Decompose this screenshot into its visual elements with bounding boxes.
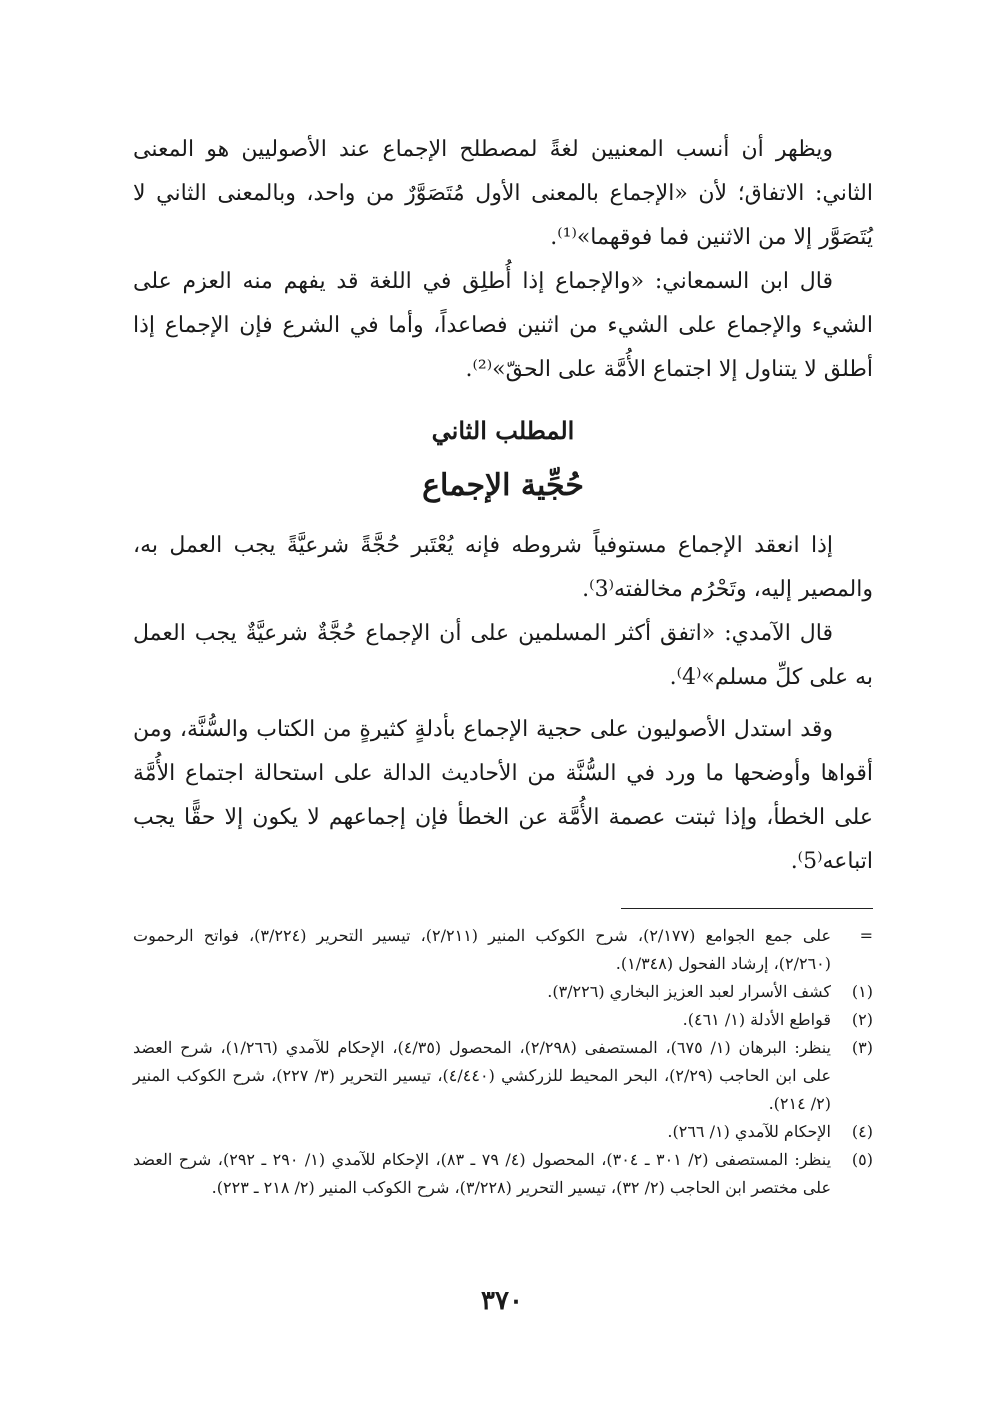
body-paragraph-5 xyxy=(133,708,873,884)
footnote-1 xyxy=(133,978,873,1006)
footnote-marker: (٢) xyxy=(851,1010,873,1029)
footnote-marker: = xyxy=(859,926,873,945)
footnote-text: ينظر: المستصفى (٢/ ٣٠١ ـ ٣٠٤)، المحصول (٤/ ٧٩ ـ ٨٣)، الإحكام للآمدي (١/ ٢٩٠ ـ ٢٩٢)، شرح العضد على مختصر ابن الحاجب (٢/ ٣٢)، تيسير التحرير (٣/٢٢٨)، شرح الكوكب المنير (٢/ ٢١٨ ـ ٢٢٣). xyxy=(133,1150,832,1197)
footnote-continuation xyxy=(133,922,873,978)
paragraph-text: ويظهر أن أنسب المعنيين لغةً لمصطلح الإجماع عند الأصوليين هو المعنى الثاني: الاتفاق؛ لأن «الإجماع بالمعنى الأول مُتَصَوَّرٌ من واحد، وبالمعنى الثاني لا يُتَصَوَّر إلا من الاثنين فما فوقهما»⁽¹⁾. xyxy=(133,137,873,250)
footnote-text: على جمع الجوامع (٢/١٧٧)، شرح الكوكب المنير (٢/٢١١)، تيسير التحرير (٣/٢٢٤)، فواتح الرحموت (٢/٢٦٠)، إرشاد الفحول (١/٣٤٨). xyxy=(133,926,832,973)
footnotes xyxy=(133,922,873,1202)
footnote-separator xyxy=(621,908,873,909)
footnote-text: الإحكام للآمدي (١/ ٢٦٦). xyxy=(667,1122,831,1141)
footnote-marker: (٣) xyxy=(851,1038,873,1057)
footnote-text: قواطع الأدلة (١/ ٤٦١). xyxy=(682,1010,831,1029)
section-title: حُجِّية الإجماع xyxy=(422,468,584,503)
footnote-2 xyxy=(133,1006,873,1034)
section-label: المطلب الثاني xyxy=(431,416,575,445)
footnote-text: كشف الأسرار لعبد العزيز البخاري (٣/٢٢٦). xyxy=(547,982,831,1001)
paragraph-text: إذا انعقد الإجماع مستوفياً شروطه فإنه يُعْتَبر حُجَّةً شرعيَّةً يجب العمل به، والمصير إليه، وتَحْرُم مخالفته⁽3⁾. xyxy=(133,533,873,602)
paragraph-text: قال الآمدي: «اتفق أكثر المسلمين على أن الإجماع حُجَّةٌ شرعيَّةٌ يجب العمل به على كلِّ مسلم»⁽4⁾. xyxy=(133,621,873,690)
footnote-5 xyxy=(133,1146,873,1202)
footnote-text: ينظر: البرهان (١/ ٦٧٥)، المستصفى (٢/٢٩٨)، المحصول (٤/٣٥)، الإحكام للآمدي (١/٢٦٦)، شرح العضد على ابن الحاجب (٢/٢٩)، البحر المحيط للزركشي (٤/٤٤٠)، تيسير التحرير (٣/ ٢٢٧)، شرح الكوكب المنير (٢/ ٢١٤). xyxy=(133,1038,831,1113)
paragraph-text: وقد استدل الأصوليون على حجية الإجماع بأدلةٍ كثيرةٍ من الكتاب والسُّنَّة، ومن أقواها وأوضحها ما ورد في السُّنَّة من الأحاديث الدالة على استحالة اجتماع الأُمَّة على الخطأ، وإذا ثبتت عصمة الأُمَّة عن الخطأ فإن إجماعهم لا يكون إلا حقًّا يجب اتباعه⁽5⁾. xyxy=(133,717,873,874)
footnote-marker: (٥) xyxy=(851,1150,873,1169)
page-number: ٣٧٠ xyxy=(481,1286,523,1316)
footnote-3 xyxy=(133,1034,873,1118)
paragraph-text: قال ابن السمعاني: «والإجماع إذا أُطلِق في اللغة قد يفهم منه العزم على الشيء والإجماع على الشيء من اثنين فصاعداً، وأما في الشرع فإن الإجماع إذا أطلق لا يتناول إلا اجتماع الأُمَّة على الحقّ»⁽²⁾. xyxy=(133,269,873,382)
body-paragraph-1 xyxy=(133,128,873,260)
footnote-4 xyxy=(133,1118,873,1146)
body-paragraph-3 xyxy=(133,524,873,612)
footnote-marker: (٤) xyxy=(851,1122,873,1141)
body-paragraph-4 xyxy=(133,612,873,700)
body-paragraph-2 xyxy=(133,260,873,392)
footnote-marker: (١) xyxy=(851,982,873,1001)
